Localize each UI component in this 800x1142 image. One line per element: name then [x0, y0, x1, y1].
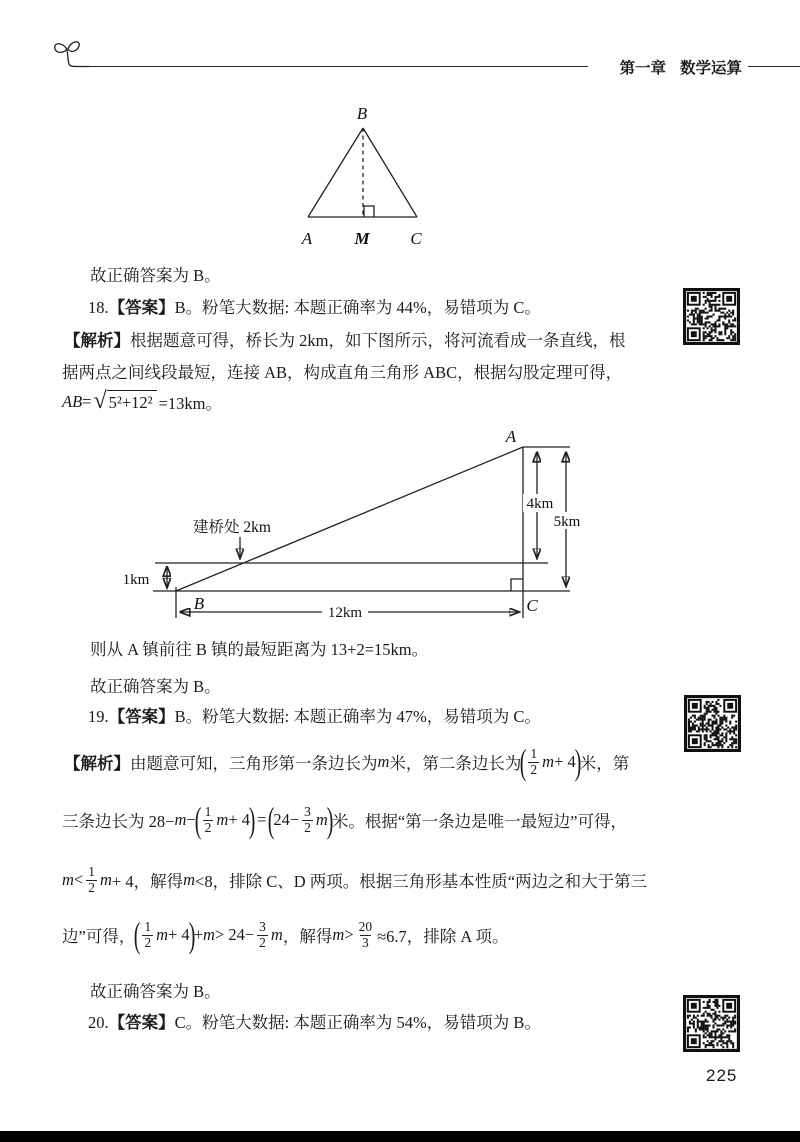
answer-text: B。粉笔大数据: 本题正确率为 47%，易错项为 C。 [174, 707, 541, 726]
answer-text: C。粉笔大数据: 本题正确率为 54%，易错项为 B。 [174, 1013, 541, 1032]
answer-line-19 [88, 703, 541, 727]
text-segment: <8，排除 C、D 两项。根据三角形基本性质“两边之和大于第三 [195, 872, 648, 891]
open-paren: ( [134, 914, 141, 955]
text-segment: 米，第 [579, 754, 630, 773]
radicand: 5²+12² [107, 390, 157, 413]
text-segment: + 4，解得 [111, 872, 184, 891]
chapter-label: 第一章 [619, 60, 666, 77]
var-m: m [377, 752, 390, 771]
text-segment: 24− [273, 810, 300, 829]
right-angle-mark [364, 206, 374, 217]
formula-rhs: =13km。 [158, 394, 222, 413]
text-segment: 三条边长为 28− [62, 812, 175, 831]
dim-label-1km: 1km [122, 572, 150, 588]
text-segment: 由题意可知，三角形第一条边长为 [130, 754, 378, 773]
text-segment: + 4 [168, 925, 190, 944]
section-label: 数学运算 [679, 60, 742, 77]
formula-ab [62, 388, 222, 416]
analysis-line-19-2 [62, 798, 627, 842]
text-segment: ，解得 [282, 927, 333, 946]
close-paren: ) [248, 799, 256, 840]
open-paren: ( [268, 799, 275, 840]
text-segment: − [186, 810, 196, 829]
var-m: m [216, 810, 229, 829]
fraction: $\frac{20}{3}$ [358, 918, 373, 950]
text-segment: < [73, 870, 84, 889]
conclusion-17: 故正确答案为 B。 [90, 266, 221, 285]
analysis-line-18-1 [64, 327, 625, 351]
question-number: 19. [88, 707, 109, 726]
analysis-tag: 【解析】 [64, 331, 130, 350]
analysis-line-18-2: 据两点之间线段最短，连接 AB，构成直角三角形 ABC，根据勾股定理可得， [62, 363, 623, 382]
text-segment: ≈6.7，排除 A 项。 [377, 927, 509, 946]
question-number: 18. [88, 298, 109, 317]
bridge-figure [60, 425, 600, 625]
close-paren: ) [574, 741, 582, 782]
point-label-b: B [193, 594, 205, 613]
conclusion-18: 故正确答案为 B。 [90, 677, 221, 696]
analysis-line-19-4 [62, 913, 509, 957]
formula-lhs: AB [62, 392, 83, 411]
var-m: m [270, 925, 283, 944]
text-segment: + [193, 925, 203, 944]
chapter-heading [596, 56, 742, 78]
triangle-figure [270, 96, 450, 254]
text-segment: 米。根据“第一条边是唯一最短边”可得， [331, 812, 627, 831]
answer-tag: 【答案】 [108, 298, 175, 317]
qr-code-20 [683, 995, 740, 1052]
open-paren: ( [194, 799, 201, 840]
fraction: $\frac{1}{2}$ [530, 745, 538, 777]
question-number: 20. [88, 1013, 109, 1032]
bridge-label: 建桥处 2km [193, 519, 271, 536]
var-m: m [203, 925, 215, 944]
var-m: m [542, 752, 555, 771]
result-line-18: 则从 A 镇前往 B 镇的最短距离为 13+2=15km。 [90, 640, 429, 659]
var-m: m [332, 925, 345, 944]
fraction: $\frac{3}{2}$ [259, 918, 266, 950]
qr-code-18 [683, 288, 740, 345]
text-segment: > [344, 925, 354, 944]
text-segment: + 4 [554, 752, 576, 771]
qr-code-19 [684, 695, 741, 752]
analysis-tag: 【解析】 [64, 754, 130, 773]
conclusion-19: 故正确答案为 B。 [90, 982, 221, 1001]
point-label-c: C [526, 596, 538, 615]
page-number: 225 [706, 1066, 738, 1085]
var-m: m [156, 925, 168, 944]
fraction: $\frac{1}{2}$ [204, 803, 212, 835]
text-segment: 边”可得， [62, 927, 136, 946]
analysis-line-19-3 [62, 858, 647, 902]
right-angle-mark-c [511, 579, 523, 591]
var-m: m [183, 870, 196, 889]
sprout-icon [50, 38, 90, 68]
dim-label-4km: 4km [526, 496, 554, 512]
header-rule-left [88, 66, 588, 67]
vertex-label-m: M [354, 229, 370, 248]
answer-line-18 [88, 294, 541, 318]
equals-sign: = [257, 810, 267, 829]
answer-text: B。粉笔大数据: 本题正确率为 44%，易错项为 C。 [174, 298, 541, 317]
point-label-a: A [505, 427, 517, 446]
var-m: m [174, 810, 187, 829]
dim-label-12km: 12km [327, 605, 363, 621]
analysis-text: 根据题意可得，桥长为 2km，如下图所示，将河流看成一条直线，根 [130, 331, 626, 350]
open-paren: ( [520, 741, 527, 782]
close-paren: ) [188, 914, 195, 955]
close-paren: ) [326, 799, 334, 840]
scan-bottom-bar [0, 1131, 800, 1142]
header-rule-right [748, 66, 800, 67]
text-segment: + 4 [228, 810, 251, 829]
answer-line-20 [88, 1009, 541, 1033]
vertex-label-b: B [356, 104, 368, 123]
vertex-label-c: C [410, 229, 422, 248]
answer-tag: 【答案】 [108, 1013, 175, 1032]
var-m: m [62, 870, 74, 889]
text-segment: > 24− [214, 925, 255, 944]
sqrt-expression [93, 390, 156, 414]
answer-tag: 【答案】 [108, 707, 175, 726]
analysis-line-19-1 [64, 740, 629, 784]
text-segment: 米，第二条边长为 [389, 754, 522, 773]
radical-sign: √ [93, 388, 107, 414]
vertex-label-a: A [301, 229, 313, 248]
dim-label-5km: 5km [553, 514, 581, 530]
var-m: m [99, 870, 112, 889]
formula-eq: = [82, 392, 92, 411]
fraction: $\frac{1}{2}$ [144, 918, 152, 950]
var-m: m [315, 810, 328, 829]
fraction: $\frac{1}{2}$ [88, 863, 95, 895]
fraction: $\frac{3}{2}$ [304, 803, 311, 835]
